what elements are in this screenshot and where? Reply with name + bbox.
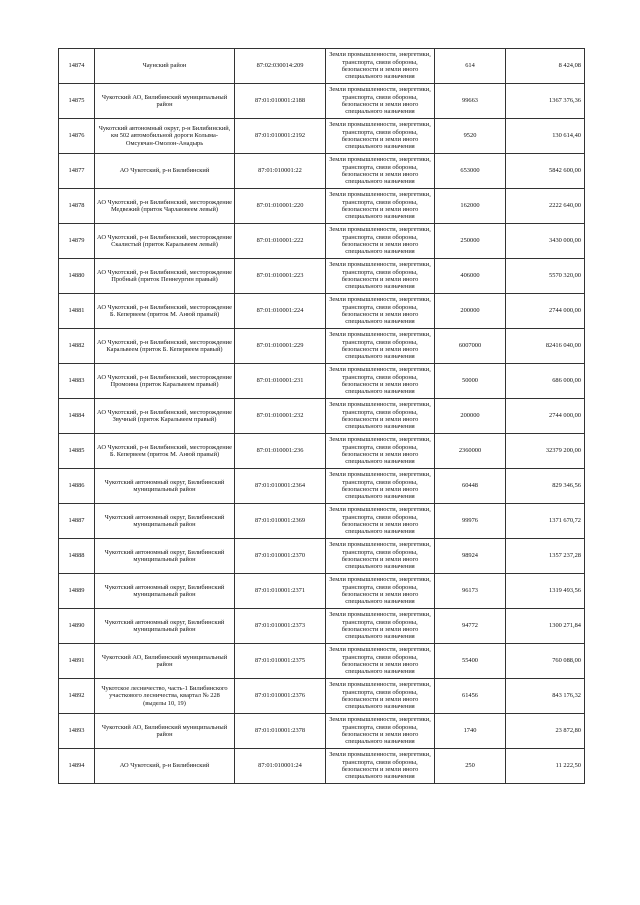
area-cell: 653000	[435, 154, 506, 189]
cadastral-value-cell: 11 222,50	[506, 749, 585, 784]
cadastral-number-cell: 87:01:010001:2376	[235, 679, 326, 714]
location-cell: Чукотский АО, Билибинский муниципальный район	[95, 644, 235, 679]
row-number: 14885	[59, 434, 95, 469]
land-plots-table	[58, 48, 585, 784]
table-row	[59, 434, 585, 469]
table-row	[59, 539, 585, 574]
location-cell: АО Чукотский, р-н Билибинский, месторождение Б. Кепервеем (приток М. Анюй правый)	[95, 294, 235, 329]
area-cell: 614	[435, 49, 506, 84]
table-row	[59, 329, 585, 364]
location-cell: Чаунский район	[95, 49, 235, 84]
cadastral-value-cell: 3430 000,00	[506, 224, 585, 259]
land-category-cell: Земли промышленности, энергетики, транспорта, связи обороны, безопасности и земли иного специального назначения	[326, 574, 435, 609]
document-page	[58, 48, 585, 784]
location-cell: Чукотский АО, Билибинский муниципальный район	[95, 84, 235, 119]
cadastral-number-cell: 87:02:030014:209	[235, 49, 326, 84]
land-category-cell: Земли промышленности, энергетики, транспорта, связи обороны, безопасности и земли иного специального назначения	[326, 224, 435, 259]
row-number: 14886	[59, 469, 95, 504]
table-row	[59, 504, 585, 539]
row-number: 14877	[59, 154, 95, 189]
location-cell: АО Чукотский, р-н Билибинский, месторождение Промоина (приток Каральвеем правый)	[95, 364, 235, 399]
land-category-cell: Земли промышленности, энергетики, транспорта, связи обороны, безопасности и земли иного специального назначения	[326, 399, 435, 434]
area-cell: 406000	[435, 259, 506, 294]
row-number: 14882	[59, 329, 95, 364]
row-number: 14894	[59, 749, 95, 784]
land-category-cell: Земли промышленности, энергетики, транспорта, связи обороны, безопасности и земли иного специального назначения	[326, 84, 435, 119]
location-cell: АО Чукотский, р-н Билибинский, месторождение Звучный (приток Каральвеем правый)	[95, 399, 235, 434]
row-number: 14890	[59, 609, 95, 644]
cadastral-value-cell: 829 346,56	[506, 469, 585, 504]
land-category-cell: Земли промышленности, энергетики, транспорта, связи обороны, безопасности и земли иного специального назначения	[326, 189, 435, 224]
land-category-cell: Земли промышленности, энергетики, транспорта, связи обороны, безопасности и земли иного специального назначения	[326, 259, 435, 294]
location-cell: Чукотский автономный округ, Билибинский муниципальный район	[95, 469, 235, 504]
cadastral-value-cell: 130 614,40	[506, 119, 585, 154]
table-row	[59, 469, 585, 504]
row-number: 14883	[59, 364, 95, 399]
location-cell: АО Чукотский, р-н Билибинский, месторождение Каральвеем (приток Б. Кепервеем правый)	[95, 329, 235, 364]
row-number: 14881	[59, 294, 95, 329]
row-number: 14880	[59, 259, 95, 294]
table-row	[59, 714, 585, 749]
area-cell: 1740	[435, 714, 506, 749]
location-cell: АО Чукотский, р-н Билибинский, месторождение Б. Кепервеем (приток М. Анюй правый)	[95, 434, 235, 469]
row-number: 14884	[59, 399, 95, 434]
location-cell: АО Чукотский, р-н Билибинский	[95, 154, 235, 189]
row-number: 14878	[59, 189, 95, 224]
table-row	[59, 399, 585, 434]
land-category-cell: Земли промышленности, энергетики, транспорта, связи обороны, безопасности и земли иного специального назначения	[326, 364, 435, 399]
cadastral-value-cell: 843 176,32	[506, 679, 585, 714]
land-category-cell: Земли промышленности, энергетики, транспорта, связи обороны, безопасности и земли иного специального назначения	[326, 609, 435, 644]
cadastral-value-cell: 2744 000,00	[506, 294, 585, 329]
cadastral-number-cell: 87:01:010001:2373	[235, 609, 326, 644]
table-row	[59, 189, 585, 224]
cadastral-number-cell: 87:01:010001:24	[235, 749, 326, 784]
cadastral-value-cell: 1371 670,72	[506, 504, 585, 539]
cadastral-value-cell: 82416 040,00	[506, 329, 585, 364]
area-cell: 2360000	[435, 434, 506, 469]
area-cell: 94772	[435, 609, 506, 644]
cadastral-value-cell: 686 000,00	[506, 364, 585, 399]
row-number: 14887	[59, 504, 95, 539]
table-row	[59, 154, 585, 189]
land-category-cell: Земли промышленности, энергетики, транспорта, связи обороны, безопасности и земли иного специального назначения	[326, 679, 435, 714]
cadastral-value-cell: 760 088,00	[506, 644, 585, 679]
cadastral-value-cell: 23 872,80	[506, 714, 585, 749]
cadastral-number-cell: 87:01:010001:236	[235, 434, 326, 469]
cadastral-value-cell: 32379 200,00	[506, 434, 585, 469]
table-row	[59, 679, 585, 714]
area-cell: 50000	[435, 364, 506, 399]
cadastral-value-cell: 1367 376,36	[506, 84, 585, 119]
area-cell: 60448	[435, 469, 506, 504]
area-cell: 250	[435, 749, 506, 784]
area-cell: 200000	[435, 399, 506, 434]
land-category-cell: Земли промышленности, энергетики, транспорта, связи обороны, безопасности и земли иного специального назначения	[326, 49, 435, 84]
cadastral-number-cell: 87:01:010001:232	[235, 399, 326, 434]
cadastral-number-cell: 87:01:010001:222	[235, 224, 326, 259]
table-row	[59, 609, 585, 644]
area-cell: 162000	[435, 189, 506, 224]
location-cell: Чукотский автономный округ, Билибинский муниципальный район	[95, 504, 235, 539]
land-category-cell: Земли промышленности, энергетики, транспорта, связи обороны, безопасности и земли иного специального назначения	[326, 714, 435, 749]
cadastral-number-cell: 87:01:010001:2371	[235, 574, 326, 609]
location-cell: Чукотский автономный округ, Билибинский муниципальный район	[95, 574, 235, 609]
area-cell: 99976	[435, 504, 506, 539]
table-row	[59, 364, 585, 399]
cadastral-value-cell: 5842 600,00	[506, 154, 585, 189]
row-number: 14891	[59, 644, 95, 679]
cadastral-value-cell: 8 424,08	[506, 49, 585, 84]
area-cell: 55400	[435, 644, 506, 679]
cadastral-number-cell: 87:01:010001:229	[235, 329, 326, 364]
area-cell: 99663	[435, 84, 506, 119]
row-number: 14889	[59, 574, 95, 609]
row-number: 14892	[59, 679, 95, 714]
cadastral-value-cell: 1319 493,56	[506, 574, 585, 609]
table-row	[59, 259, 585, 294]
cadastral-value-cell: 1300 271,84	[506, 609, 585, 644]
land-category-cell: Земли промышленности, энергетики, транспорта, связи обороны, безопасности и земли иного специального назначения	[326, 154, 435, 189]
table-row	[59, 119, 585, 154]
cadastral-value-cell: 2744 000,00	[506, 399, 585, 434]
cadastral-number-cell: 87:01:010001:2188	[235, 84, 326, 119]
row-number: 14879	[59, 224, 95, 259]
location-cell: АО Чукотский, р-н Билибинский	[95, 749, 235, 784]
table-row	[59, 224, 585, 259]
land-category-cell: Земли промышленности, энергетики, транспорта, связи обороны, безопасности и земли иного специального назначения	[326, 119, 435, 154]
land-category-cell: Земли промышленности, энергетики, транспорта, связи обороны, безопасности и земли иного специального назначения	[326, 504, 435, 539]
table-row	[59, 644, 585, 679]
land-category-cell: Земли промышленности, энергетики, транспорта, связи обороны, безопасности и земли иного специального назначения	[326, 539, 435, 574]
cadastral-number-cell: 87:01:010001:224	[235, 294, 326, 329]
cadastral-value-cell: 1357 237,28	[506, 539, 585, 574]
cadastral-number-cell: 87:01:010001:2375	[235, 644, 326, 679]
cadastral-number-cell: 87:01:010001:2369	[235, 504, 326, 539]
land-category-cell: Земли промышленности, энергетики, транспорта, связи обороны, безопасности и земли иного специального назначения	[326, 434, 435, 469]
location-cell: АО Чукотский, р-н Билибинский, месторождение Медвежий (приток Чарлаювеем левый)	[95, 189, 235, 224]
table-row	[59, 49, 585, 84]
cadastral-number-cell: 87:01:010001:2370	[235, 539, 326, 574]
area-cell: 6007000	[435, 329, 506, 364]
cadastral-number-cell: 87:01:010001:22	[235, 154, 326, 189]
location-cell: Чукотский АО, Билибинский муниципальный район	[95, 714, 235, 749]
cadastral-number-cell: 87:01:010001:220	[235, 189, 326, 224]
land-category-cell: Земли промышленности, энергетики, транспорта, связи обороны, безопасности и земли иного специального назначения	[326, 294, 435, 329]
area-cell: 9520	[435, 119, 506, 154]
row-number: 14888	[59, 539, 95, 574]
area-cell: 96173	[435, 574, 506, 609]
land-category-cell: Земли промышленности, энергетики, транспорта, связи обороны, безопасности и земли иного специального назначения	[326, 469, 435, 504]
land-category-cell: Земли промышленности, энергетики, транспорта, связи обороны, безопасности и земли иного специального назначения	[326, 749, 435, 784]
row-number: 14893	[59, 714, 95, 749]
area-cell: 98924	[435, 539, 506, 574]
cadastral-value-cell: 5570 320,00	[506, 259, 585, 294]
table-body	[59, 49, 585, 784]
row-number: 14875	[59, 84, 95, 119]
cadastral-number-cell: 87:01:010001:2378	[235, 714, 326, 749]
cadastral-number-cell: 87:01:010001:2192	[235, 119, 326, 154]
area-cell: 200000	[435, 294, 506, 329]
location-cell: Чукотский автономный округ, р-н Билибинский, км 502 автомобильной дороги Колыма-Омсукчан-Омолон-Анадырь	[95, 119, 235, 154]
location-cell: Чукотский автономный округ, Билибинский муниципальный район	[95, 539, 235, 574]
land-category-cell: Земли промышленности, энергетики, транспорта, связи обороны, безопасности и земли иного специального назначения	[326, 644, 435, 679]
location-cell: Чукотский автономный округ, Билибинский муниципальный район	[95, 609, 235, 644]
row-number: 14874	[59, 49, 95, 84]
table-row	[59, 84, 585, 119]
cadastral-value-cell: 2222 640,00	[506, 189, 585, 224]
location-cell: АО Чукотский, р-н Билибинский, месторождение Скалистый (приток Каральвеем левый)	[95, 224, 235, 259]
cadastral-number-cell: 87:01:010001:231	[235, 364, 326, 399]
location-cell: АО Чукотский, р-н Билибинский, месторождение Пробный (приток Пеннеургин правый)	[95, 259, 235, 294]
table-row	[59, 574, 585, 609]
cadastral-number-cell: 87:01:010001:223	[235, 259, 326, 294]
location-cell: Чукотское лесничество, часть-1 Билибинского участкового лесничества, квартал № 228 (выделы 10, 19)	[95, 679, 235, 714]
area-cell: 61456	[435, 679, 506, 714]
land-category-cell: Земли промышленности, энергетики, транспорта, связи обороны, безопасности и земли иного специального назначения	[326, 329, 435, 364]
area-cell: 250000	[435, 224, 506, 259]
cadastral-number-cell: 87:01:010001:2364	[235, 469, 326, 504]
table-row	[59, 294, 585, 329]
row-number: 14876	[59, 119, 95, 154]
table-row	[59, 749, 585, 784]
